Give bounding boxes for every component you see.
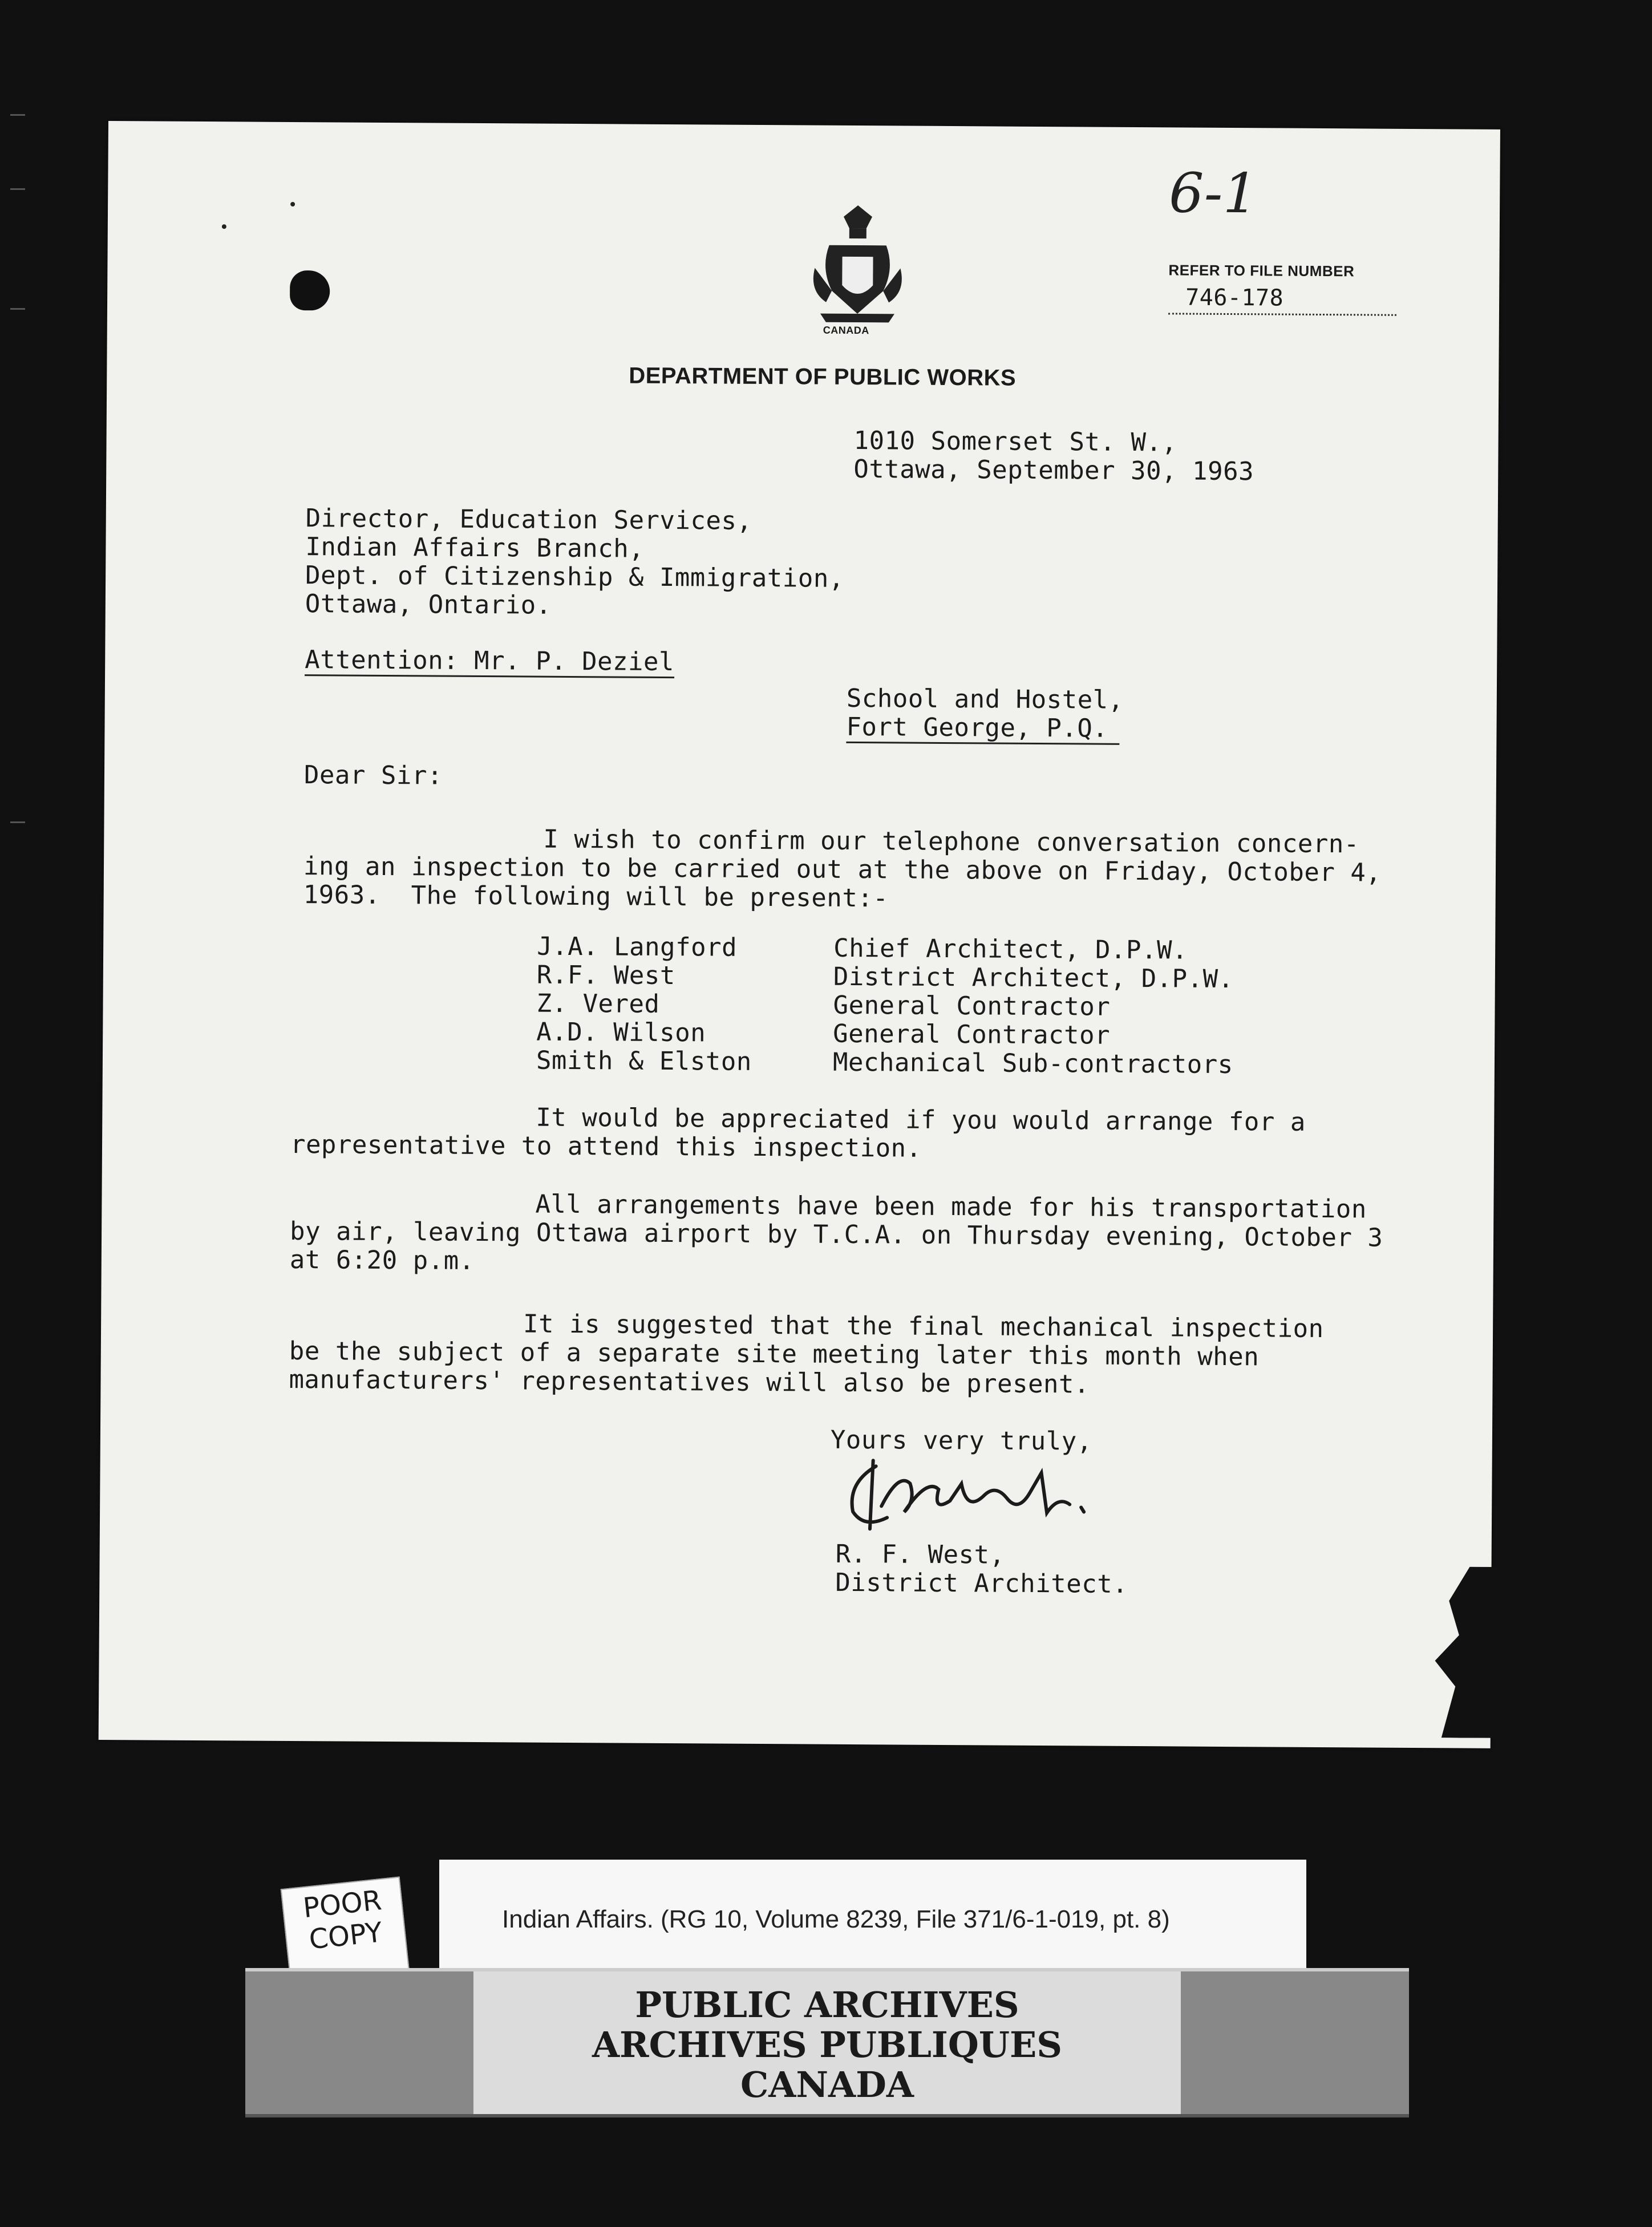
attendee-name: J.A. Langford — [537, 932, 738, 962]
film-edge-mark — [10, 188, 25, 190]
paragraph-1-line: ing an inspection to be carried out at the above on Friday, October 4, — [303, 852, 1382, 888]
banner-line-country: CANADA — [740, 2064, 914, 2105]
handwritten-reference: 6-1 — [1168, 161, 1258, 226]
paragraph-2-line: It would be appreciated if you would arrange for a — [536, 1103, 1306, 1137]
file-number-underline — [1168, 313, 1396, 315]
ink-speck — [290, 202, 295, 206]
paragraph-1-line: 1963. The following will be present:- — [303, 880, 889, 913]
poor-copy-line: POOR — [301, 1884, 383, 1925]
ink-blot — [290, 270, 330, 310]
paragraph-1-line: I wish to confirm our telephone conversation concern- — [543, 824, 1359, 859]
salutation: Dear Sir: — [303, 760, 443, 791]
signatory-name: R. F. West, — [835, 1539, 1005, 1570]
refer-to-file-label: REFER TO FILE NUMBER — [1168, 261, 1355, 280]
crest-label: CANADA — [823, 324, 869, 337]
attendee-role: Chief Architect, D.P.W. — [833, 933, 1188, 965]
file-number: 746-178 — [1185, 284, 1284, 311]
paragraph-4-line: be the subject of a separate site meeting later this month when — [289, 1336, 1260, 1372]
torn-corner — [1428, 1566, 1497, 1738]
public-archives-banner — [245, 1968, 1409, 2117]
banner-center — [473, 1971, 1181, 2114]
letter-page — [99, 121, 1500, 1748]
attendee-name: R.F. West — [536, 960, 675, 991]
archive-reference-text: Indian Affairs. (RG 10, Volume 8239, File 371/6-1-019, pt. 8) — [502, 1905, 1170, 1933]
paragraph-4-line: It is suggested that the final mechanical inspection — [523, 1309, 1324, 1344]
sender-address-line: 1010 Somerset St. W., — [853, 426, 1177, 457]
department-heading: DEPARTMENT OF PUBLIC WORKS — [629, 363, 1017, 391]
attendee-role: General Contractor — [833, 990, 1111, 1022]
attendee-name: A.D. Wilson — [536, 1017, 706, 1048]
closing: Yours very truly, — [830, 1425, 1092, 1456]
recipient-line: Director, Education Services, — [305, 504, 752, 536]
recipient-line: Indian Affairs Branch, — [305, 532, 645, 564]
paragraph-3-line: All arrangements have been made for his transportation — [535, 1189, 1367, 1224]
paragraph-3-line: at 6:20 p.m. — [289, 1245, 475, 1276]
attendee-role: General Contractor — [833, 1019, 1111, 1050]
signatory-title: District Architect. — [835, 1568, 1128, 1599]
attendee-role: Mechanical Sub-contractors — [832, 1047, 1233, 1080]
attendee-role: District Architect, D.P.W. — [833, 962, 1234, 994]
canada-coat-of-arms-icon — [809, 205, 906, 331]
recipient-line: Dept. of Citizenship & Immigration, — [305, 561, 844, 593]
paragraph-3-line: by air, leaving Ottawa airport by T.C.A. on Thursday evening, October 3 — [289, 1216, 1383, 1253]
poor-copy-line: COPY — [307, 1916, 384, 1956]
sender-date-line: Ottawa, September 30, 1963 — [853, 454, 1254, 487]
banner-line-english: PUBLIC ARCHIVES — [635, 1984, 1019, 2026]
subject-line: Fort George, P.Q. — [846, 713, 1119, 745]
attendee-name: Smith & Elston — [536, 1046, 752, 1076]
attention-line: Attention: Mr. P. Deziel — [305, 646, 674, 678]
recipient-line: Ottawa, Ontario. — [305, 589, 552, 620]
attendee-name: Z. Vered — [536, 989, 660, 1019]
banner-line-french: ARCHIVES PUBLIQUES — [592, 2024, 1063, 2066]
paragraph-4-line: manufacturers' representatives will also be present. — [289, 1364, 1090, 1399]
archive-reference-label — [439, 1860, 1306, 1979]
ink-speck — [222, 224, 226, 229]
paragraph-2-line: representative to attend this inspection. — [290, 1129, 922, 1163]
film-edge-mark — [10, 821, 25, 823]
film-edge-mark — [10, 308, 25, 310]
film-edge-mark — [10, 114, 25, 116]
subject-line: School and Hostel, — [846, 683, 1124, 715]
handwritten-signature — [841, 1449, 1161, 1548]
